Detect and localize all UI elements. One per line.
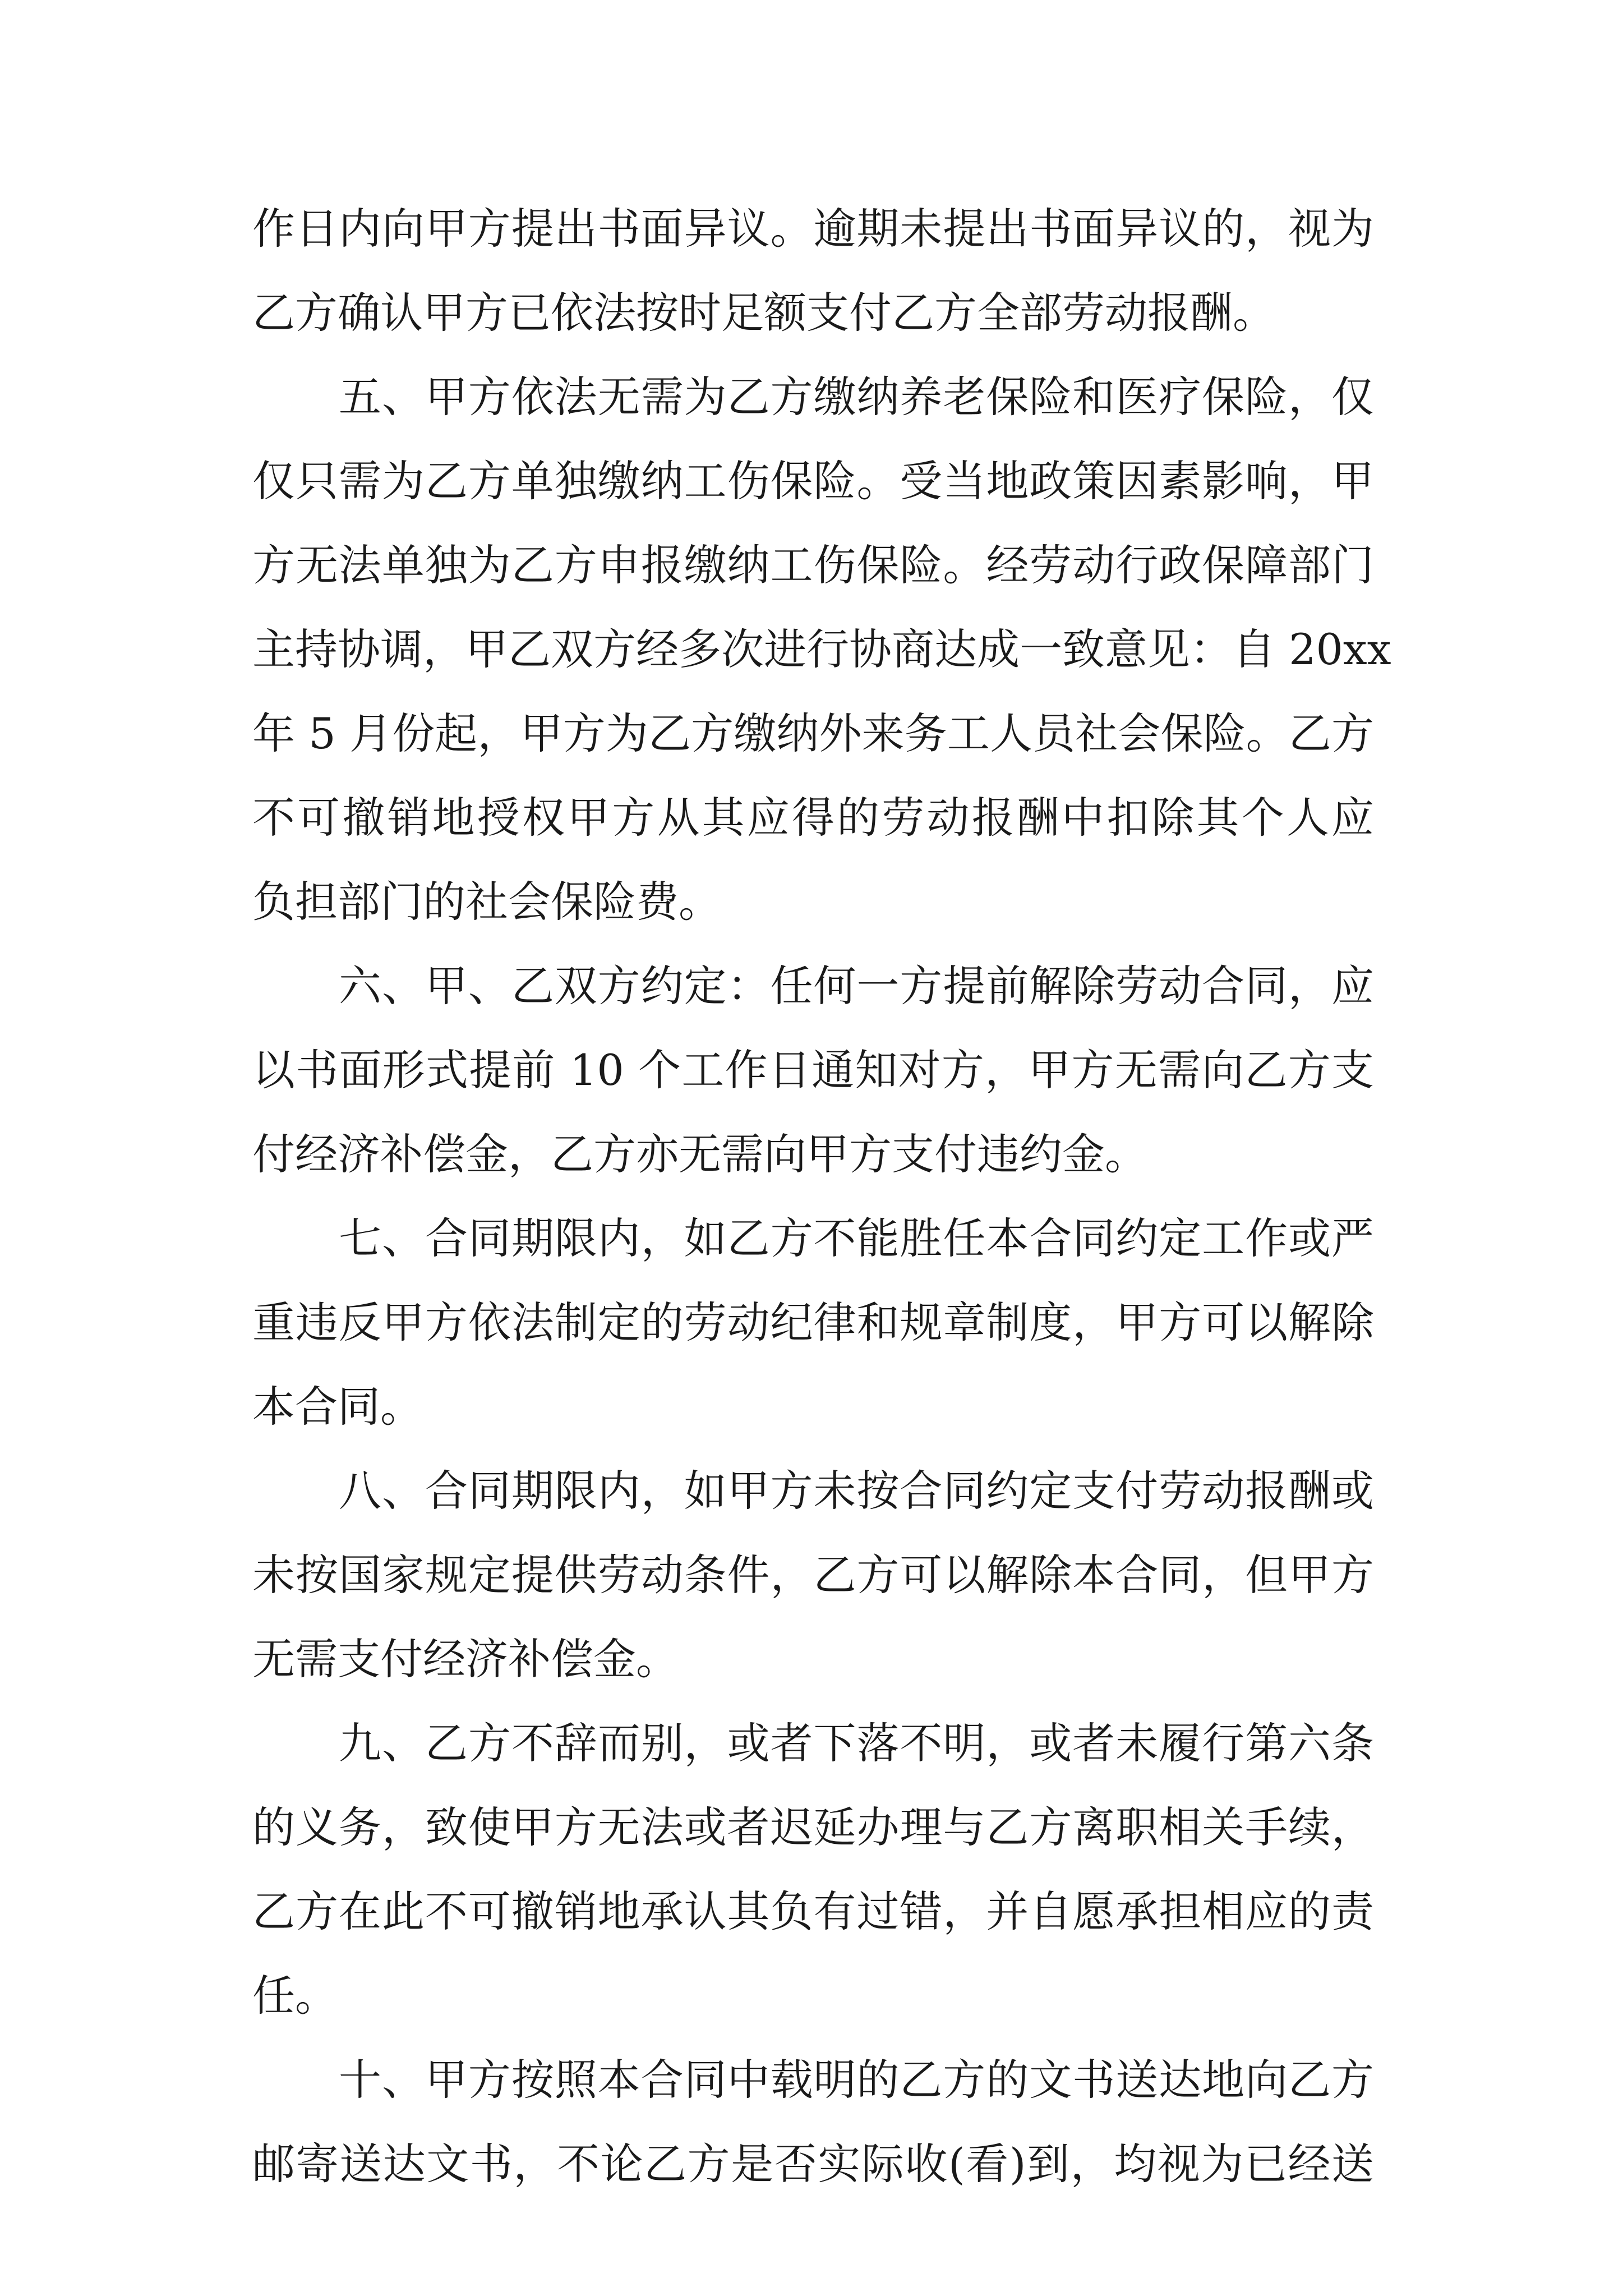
text-line: 重违反甲方依法制定的劳动纪律和规章制度，甲方可以解除 bbox=[252, 1297, 1374, 1347]
text-line: 不可撤销地授权甲方从其应得的劳动报酬中扣除其个人应 bbox=[252, 793, 1374, 843]
paragraph-start-line: 九、乙方不辞而别，或者下落不明，或者未履行第六条 bbox=[339, 1718, 1374, 1768]
text-line: 以书面形式提前 10 个工作日通知对方，甲方无需向乙方支 bbox=[252, 1045, 1374, 1095]
paragraph-start-line: 八、合同期限内，如甲方未按合同约定支付劳动报酬或 bbox=[339, 1466, 1374, 1516]
text-line: 仅只需为乙方单独缴纳工伤保险。受当地政策因素影响，甲 bbox=[252, 456, 1374, 506]
text-line: 本合同。 bbox=[252, 1382, 423, 1432]
text-line: 付经济补偿金，乙方亦无需向甲方支付违约金。 bbox=[252, 1129, 1147, 1179]
text-line: 年 5 月份起，甲方为乙方缴纳外来务工人员社会保险。乙方 bbox=[252, 708, 1374, 758]
text-line: 任。 bbox=[252, 1971, 338, 2021]
text-line: 的义务，致使甲方无法或者迟延办理与乙方离职相关手续， bbox=[252, 1802, 1374, 1852]
paragraph-start-line: 七、合同期限内，如乙方不能胜任本合同约定工作或严 bbox=[339, 1213, 1374, 1263]
text-line: 乙方确认甲方已依法按时足额支付乙方全部劳动报酬。 bbox=[252, 288, 1275, 338]
paragraph-start-line: 五、甲方依法无需为乙方缴纳养老保险和医疗保险，仅 bbox=[339, 372, 1374, 422]
text-line: 未按国家规定提供劳动条件，乙方可以解除本合同，但甲方 bbox=[252, 1550, 1374, 1600]
text-line: 作日内向甲方提出书面异议。逾期未提出书面异议的，视为 bbox=[252, 204, 1374, 254]
text-line: 邮寄送达文书，不论乙方是否实际收(看)到，均视为已经送 bbox=[252, 2139, 1374, 2189]
text-line: 无需支付经济补偿金。 bbox=[252, 1634, 679, 1684]
text-line: 方无法单独为乙方申报缴纳工伤保险。经劳动行政保障部门 bbox=[252, 540, 1374, 590]
text-line: 负担部门的社会保险费。 bbox=[252, 877, 721, 927]
paragraph-start-line: 十、甲方按照本合同中载明的乙方的文书送达地向乙方 bbox=[339, 2055, 1374, 2105]
text-line: 主持协调，甲乙双方经多次进行协商达成一致意见：自 20xx bbox=[252, 624, 1391, 674]
text-line: 乙方在此不可撤销地承认其负有过错，并自愿承担相应的责 bbox=[252, 1887, 1374, 1936]
paragraph-start-line: 六、甲、乙双方约定：任何一方提前解除劳动合同，应 bbox=[339, 961, 1374, 1011]
